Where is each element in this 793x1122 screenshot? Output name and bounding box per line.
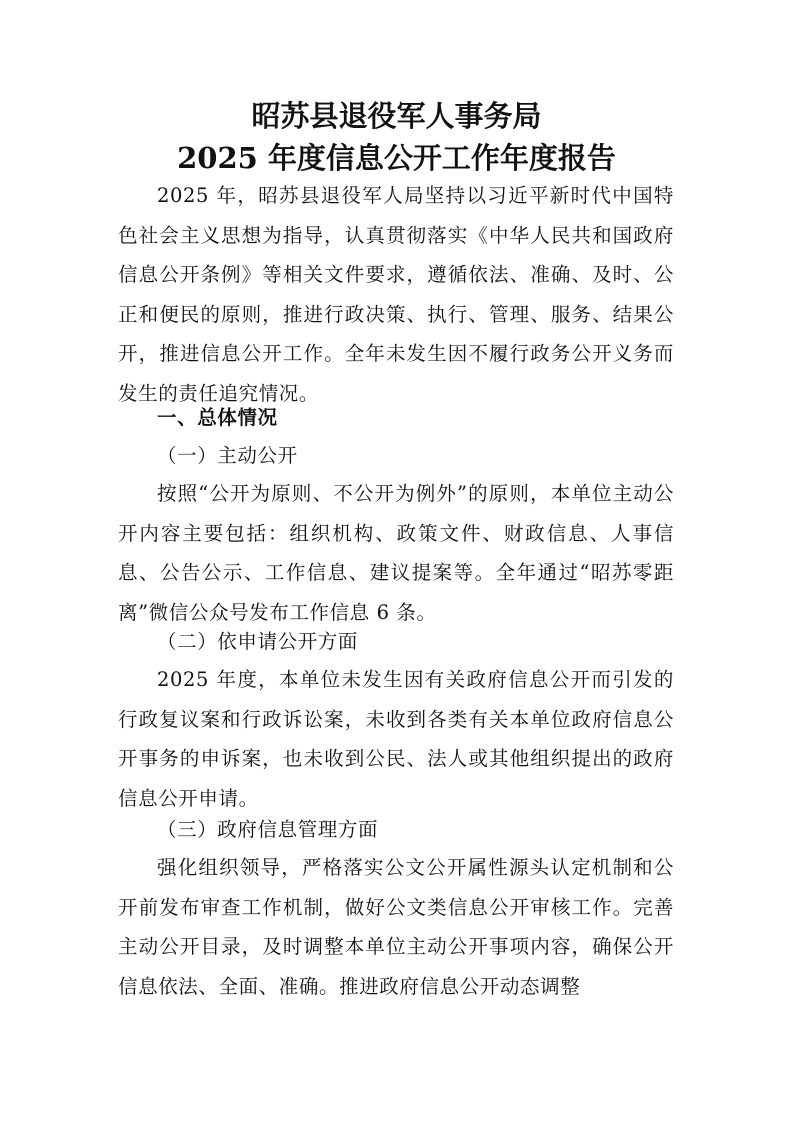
proactive-disclosure-paragraph: 按照“公开为原则、不公开为例外”的原则，本单位主动公开内容主要包括：组织机构、政策文件、财政信息、人事信息、公告公示、工作信息、建议提案等。全年通过“昭苏零距离”微信公众号发布工作信息 6 条。 [118,482,674,624]
document-title-line1: 昭苏县退役军人事务局 [251,99,542,133]
section-heading-overview: 一、总体情况 [157,406,278,429]
subsection-heading-application-disclosure: （二）依申请公开方面 [157,630,359,653]
information-management-paragraph: 强化组织领导，严格落实公文公开属性源头认定机制和公开前发布审查工作机制，做好公文类信息公开审核工作。完善主动公开目录，及时调整本单位主动公开事项内容，确保公开信息依法、全面、准确。推进政府信息公开动态调整 [118,856,674,998]
document-title-line2: 2025 年度信息公开工作年度报告 [177,141,616,175]
application-disclosure-paragraph: 2025 年度，本单位未发生因有关政府信息公开而引发的行政复议案和行政诉讼案，未收到各类有关本单位政府信息公开事务的申诉案，也未收到公民、法人或其他组织提出的政府信息公开申请。 [118,668,674,810]
subsection-heading-proactive-disclosure: （一）主动公开 [157,444,298,467]
subsection-heading-information-management: （三）政府信息管理方面 [157,818,379,841]
intro-paragraph: 2025 年，昭苏县退役军人局坚持以习近平新时代中国特色社会主义思想为指导，认真贯彻落实《中华人民共和国政府信息公开条例》等相关文件要求，遵循依法、准确、及时、公正和便民的原则，推进行政决策、执行、管理、服务、结果公开，推进信息公开工作。全年未发生因不履行政务公开义务而发生的责任追究情况。 [118,184,674,405]
